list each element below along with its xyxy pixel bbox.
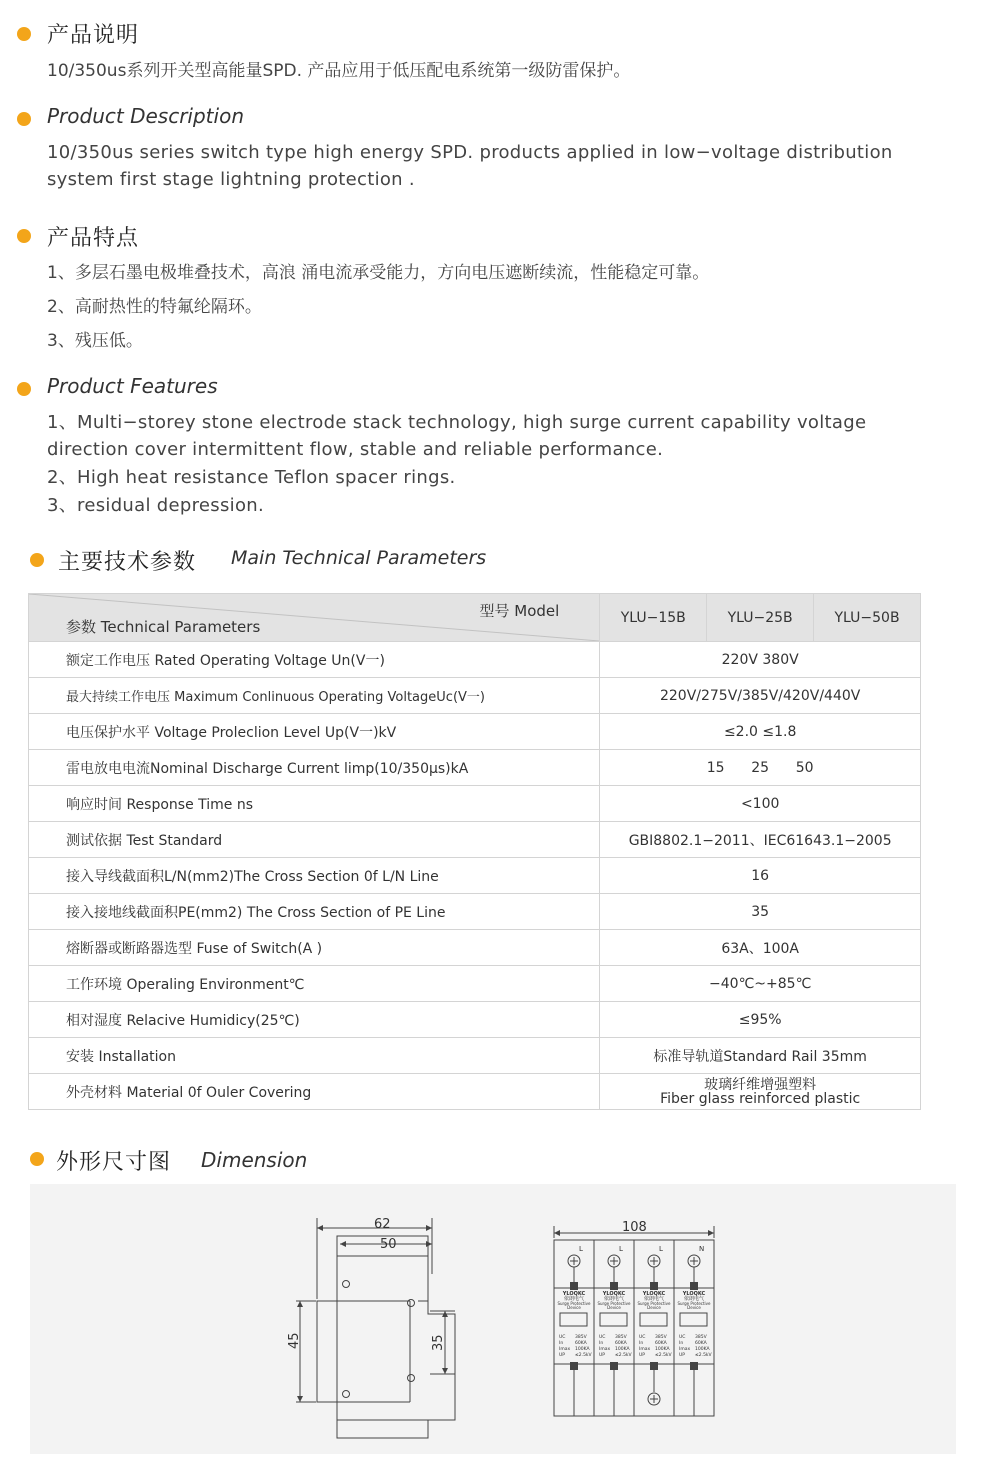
param-value: 220V 380V — [600, 642, 921, 678]
table-row — [29, 642, 921, 678]
param-name: 最大持续工作电压 Maximum Conlinuous Operating VoltageUc(V一) — [29, 678, 600, 714]
param-name: 工作环境 Operaling Environment℃ — [29, 966, 600, 1002]
section-bullet-icon — [17, 27, 31, 41]
spec-key: Imax — [639, 1347, 651, 1352]
param-name: 熔断器或断路器选型 Fuse of Switch(A ) — [29, 930, 600, 966]
spec-key: UP — [599, 1353, 606, 1358]
param-value: −40℃~+85℃ — [600, 966, 921, 1002]
module-desc: Surge Protective — [637, 1301, 671, 1306]
pole-label: L — [659, 1245, 663, 1253]
dimension-drawing-area — [30, 1184, 956, 1454]
dim-62-label: 62 — [374, 1217, 391, 1232]
dimension-drawing — [30, 1184, 956, 1454]
heading-parameters-cn: 主要技术参数 — [58, 550, 197, 575]
table-header-row — [29, 594, 921, 642]
table-row — [29, 822, 921, 858]
dim-45-label: 45 — [287, 1332, 302, 1349]
param-value: <100 — [600, 786, 921, 822]
dim-35-label: 35 — [431, 1334, 446, 1351]
param-value: ≤95% — [600, 1002, 921, 1038]
section-bullet-icon — [30, 553, 44, 567]
section-bullet-icon — [17, 229, 31, 243]
brand-cn-label: 依朗电气 — [683, 1296, 705, 1302]
section-bullet-icon — [17, 112, 31, 126]
model-label: 型号 Model — [479, 602, 560, 620]
spec-val: ≤2.5kV — [695, 1353, 712, 1358]
table-row — [29, 786, 921, 822]
table-row — [29, 1038, 921, 1074]
brand-cn-label: 依朗电气 — [643, 1296, 665, 1302]
spec-val: 100KA — [655, 1347, 670, 1352]
brand-cn-label: 依朗电气 — [563, 1296, 585, 1302]
feature-en-1-cont: direction cover intermittent flow, stable and reliable performance. — [47, 439, 664, 460]
spec-val: 60KA — [615, 1341, 627, 1346]
spec-key: UC — [639, 1335, 646, 1340]
spec-val: 60KA — [695, 1341, 707, 1346]
param-value: 220V/275V/385V/420V/440V — [600, 678, 921, 714]
feature-cn-1: 1、多层石墨电极堆叠技术，高浪 涌电流承受能力，方向电压遮断续流，性能稳定可靠。 — [47, 263, 710, 283]
param-value: 15 25 50 — [600, 750, 921, 786]
module-desc: Device — [687, 1305, 701, 1310]
table-row — [29, 858, 921, 894]
section-bullet-icon — [30, 1152, 44, 1166]
spec-key: UC — [559, 1335, 566, 1340]
heading-dimension-en: Dimension — [201, 1148, 308, 1172]
feature-en-1: 1、Multi−storey stone electrode stack technology, high surge current capability voltage — [47, 412, 867, 433]
spec-key: UP — [679, 1353, 686, 1358]
table-row — [29, 966, 921, 1002]
param-value — [600, 1074, 921, 1110]
spec-key: Imax — [679, 1347, 691, 1352]
param-name: 额定工作电压 Rated Operating Voltage Un(V一) — [29, 642, 600, 678]
param-name: 测试依据 Test Standard — [29, 822, 600, 858]
spec-key: In — [679, 1341, 684, 1346]
spec-key: In — [559, 1341, 564, 1346]
module-desc: Device — [607, 1305, 621, 1310]
pole-label: L — [619, 1245, 623, 1253]
brand-label: YLOQKC — [602, 1291, 626, 1297]
heading-product-features-en: Product Features — [47, 374, 218, 398]
spec-key: UC — [679, 1335, 686, 1340]
brand-label: YLOQKC — [682, 1291, 706, 1297]
material-cn: 玻璃纤维增强塑料 — [704, 1076, 817, 1093]
feature-en-3: 3、residual depression. — [47, 495, 265, 516]
param-name: 安装 Installation — [29, 1038, 600, 1074]
heading-product-description-cn: 产品说明 — [47, 23, 140, 48]
spec-val: 385V — [575, 1335, 587, 1340]
param-name: 外壳材料 Material 0f Ouler Covering — [29, 1074, 600, 1110]
module-desc: Device — [647, 1305, 661, 1310]
spec-val: 100KA — [575, 1347, 590, 1352]
spec-key: Imax — [599, 1347, 611, 1352]
model-ylu-15b: YLU−15B — [600, 594, 707, 642]
spec-key: UC — [599, 1335, 606, 1340]
param-name: 接入接地线截面积PE(mm2) The Cross Section of PE Line — [29, 894, 600, 930]
param-value: GBI8802.1−2011、IEC61643.1−2005 — [600, 822, 921, 858]
module-desc: Surge Protective — [677, 1301, 711, 1306]
feature-cn-2: 2、高耐热性的特氟纶隔环。 — [47, 297, 262, 317]
spec-val: 385V — [615, 1335, 627, 1340]
module-desc: Device — [567, 1305, 581, 1310]
dim-108-label: 108 — [622, 1220, 647, 1235]
spec-val: ≤2.5kV — [615, 1353, 632, 1358]
spec-key: UP — [639, 1353, 646, 1358]
model-ylu-25b: YLU−25B — [707, 594, 814, 642]
parameters-table — [28, 593, 921, 1110]
table-row — [29, 750, 921, 786]
module-desc: Surge Protective — [557, 1301, 591, 1306]
param-value: 63A、100A — [600, 930, 921, 966]
heading-parameters-en: Main Technical Parameters — [231, 547, 487, 569]
spec-key: Imax — [559, 1347, 571, 1352]
param-value: ≤2.0 ≤1.8 — [600, 714, 921, 750]
spec-val: ≤2.5kV — [655, 1353, 672, 1358]
table-row — [29, 894, 921, 930]
dim-50-label: 50 — [380, 1237, 397, 1252]
brand-label: YLOQKC — [562, 1291, 586, 1297]
model-ylu-50b: YLU−50B — [814, 594, 921, 642]
spec-key: UP — [559, 1353, 566, 1358]
spec-key: In — [639, 1341, 644, 1346]
spec-val: 100KA — [615, 1347, 630, 1352]
heading-product-description-en: Product Description — [47, 104, 244, 128]
spec-val: 385V — [695, 1335, 707, 1340]
spec-val: 100KA — [695, 1347, 710, 1352]
pole-label: N — [699, 1245, 705, 1253]
description-text-en-line2: system first stage lightning protection . — [47, 169, 415, 190]
table-row — [29, 1002, 921, 1038]
description-text-cn: 10/350us系列开关型高能量SPD. 产品应用于低压配电系统第一级防雷保护。 — [47, 61, 631, 81]
table-row — [29, 678, 921, 714]
heading-product-features-cn: 产品特点 — [47, 226, 140, 251]
table-row — [29, 714, 921, 750]
pole-label: L — [579, 1245, 583, 1253]
spec-val: 60KA — [655, 1341, 667, 1346]
spec-val: 60KA — [575, 1341, 587, 1346]
param-label: 参数 Technical Parameters — [66, 618, 261, 636]
section-bullet-icon — [17, 382, 31, 396]
description-text-en-line1: 10/350us series switch type high energy SPD. products applied in low−voltage distribution — [47, 142, 893, 163]
spec-val: ≤2.5kV — [575, 1353, 592, 1358]
param-value: 35 — [600, 894, 921, 930]
heading-dimension-cn: 外形尺寸图 — [56, 1150, 172, 1175]
spec-val: 385V — [655, 1335, 667, 1340]
feature-en-2: 2、High heat resistance Teflon spacer rings. — [47, 467, 456, 488]
brand-cn-label: 依朗电气 — [603, 1296, 625, 1302]
table-row — [29, 1074, 921, 1110]
param-name: 响应时间 Response Time ns — [29, 786, 600, 822]
module-desc: Surge Protective — [597, 1301, 631, 1306]
param-value: 16 — [600, 858, 921, 894]
header-diagonal-cell — [29, 594, 600, 642]
param-name: 电压保护水平 Voltage Proleclion Level Up(V一)kV — [29, 714, 600, 750]
brand-label: YLOQKC — [642, 1291, 666, 1297]
param-name: 雷电放电电流Nominal Discharge Current limp(10/350μs)kA — [29, 750, 600, 786]
feature-cn-3: 3、残压低。 — [47, 331, 143, 351]
spec-key: In — [599, 1341, 604, 1346]
material-en: Fiber glass reinforced plastic — [660, 1090, 861, 1107]
param-name: 接入导线截面积L/N(mm2)The Cross Section 0f L/N Line — [29, 858, 600, 894]
table-row — [29, 930, 921, 966]
param-value: 标准导轨道Standard Rail 35mm — [600, 1038, 921, 1074]
param-name: 相对湿度 Relacive Humidicy(25℃) — [29, 1002, 600, 1038]
